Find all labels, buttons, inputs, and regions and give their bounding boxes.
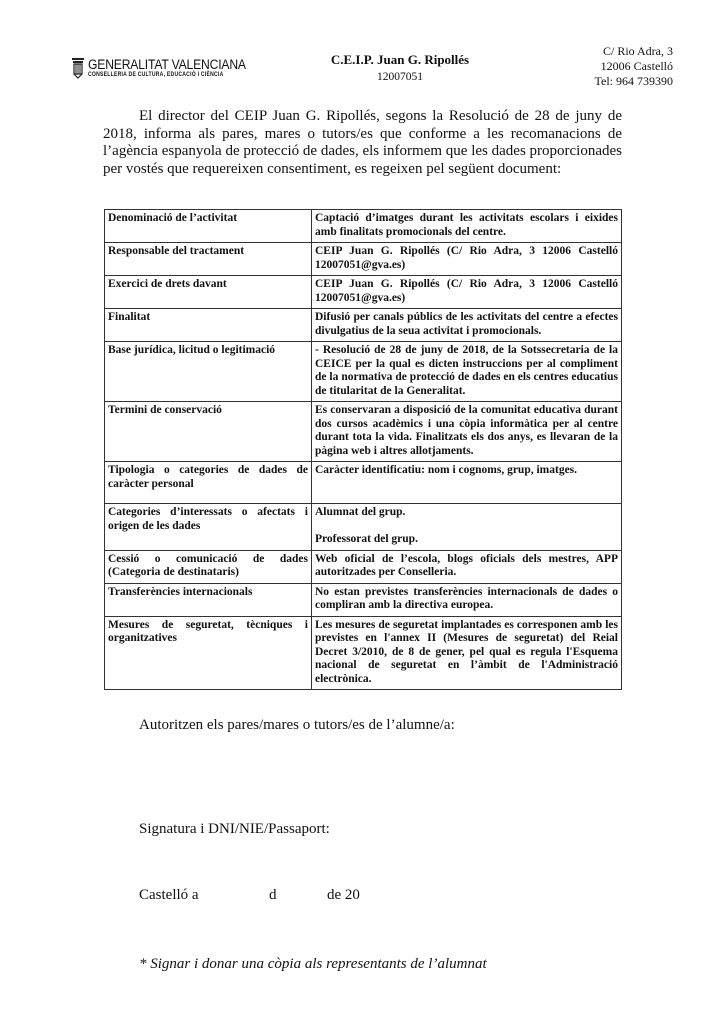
- table-row: [105, 583, 622, 616]
- row-label: Mesures de seguretat, tècniques i organitzatives: [105, 616, 312, 690]
- table-row: [105, 616, 622, 690]
- address-city: 12006 Castelló: [600, 59, 673, 73]
- row-value: Caràcter identificatiu: nom i cognoms, grup, imatges.: [312, 462, 622, 504]
- row-label: Exercici de drets davant: [105, 276, 312, 309]
- row-label: Denominació de l’activitat: [105, 210, 312, 243]
- row-value: Captació d’imatges durant les activitats escolars i eixides amb finalitats promocionals del centre.: [312, 210, 622, 243]
- logo-title: GENERALITAT VALENCIANA: [88, 57, 246, 72]
- row-value: CEIP Juan G. Ripollés (C/ Rio Adra, 3 12006 Castelló 12007051@gva.es): [312, 276, 622, 309]
- year-label: de 20: [327, 887, 360, 903]
- row-value: CEIP Juan G. Ripollés (C/ Rio Adra, 3 12006 Castelló 12007051@gva.es): [312, 243, 622, 276]
- row-value: Web oficial de l’escola, blogs oficials dels mestres, APP autoritzades per Conselleria.: [312, 550, 622, 583]
- day-separator: d: [269, 887, 277, 903]
- row-label: Cessió o comunicació de dades (Categoria de destinataris): [105, 550, 312, 583]
- address-phone: Tel: 964 739390: [594, 74, 673, 88]
- logo-subtitle: CONSELLERIA DE CULTURA, EDUCACIÓ I CIÈNCIA: [88, 71, 224, 78]
- coat-of-arms-icon: [71, 57, 85, 79]
- address-street: C/ Rio Adra, 3: [602, 44, 673, 58]
- table-row: [105, 276, 622, 309]
- table-row: [105, 309, 622, 342]
- row-label: Termini de conservació: [105, 402, 312, 462]
- place-date-label: Castelló a: [139, 887, 199, 903]
- table-row: [105, 243, 622, 276]
- row-value: No estan previstes transferències internacionals de dades o compliran amb la directiva europea.: [312, 583, 622, 616]
- generalitat-logo: [71, 57, 256, 81]
- school-name: C.E.I.P. Juan G. Ripollés: [330, 52, 470, 67]
- row-value: - Resolució de 28 de juny de 2018, de la Sotssecretaria de la CEICE per la qual es dicten instruccions per al compliment de la normativa de protecció de dades en els centres educatius de titularitat de la Generalitat.: [312, 342, 622, 402]
- table-row: [105, 342, 622, 402]
- table-row: [105, 210, 622, 243]
- row-value-line: Alumnat del grup.: [315, 506, 406, 518]
- row-label: Base jurídica, licitud o legitimació: [105, 342, 312, 402]
- table-row: [105, 402, 622, 462]
- intro-text: El director del CEIP Juan G. Ripollés, segons la Resolució de 28 de juny de 2018, informa als pares, mares o tutors/es que conforme a les recomanacions de l’agència espanyola de protecció de dades, els informem que les dades proporcionades per vostés que requereixen consentiment, es regeixen pel següent document:: [103, 108, 622, 178]
- table-row: [105, 550, 622, 583]
- row-value: Difusió per canals públics de les activitats del centre a efectes divulgatius de la seua activitat i promocionals.: [312, 309, 622, 342]
- footnote: * Signar i donar una còpia als representants de l’alumnat: [139, 956, 487, 972]
- row-label: Finalitat: [105, 309, 312, 342]
- row-value-line: Professorat del grup.: [315, 533, 418, 545]
- table-row: [105, 504, 622, 551]
- school-header: [300, 52, 500, 83]
- row-value: [312, 504, 622, 551]
- signature-line: Signatura i DNI/NIE/Passaport:: [139, 821, 330, 837]
- row-value: Es conservaran a disposició de la comunitat educativa durant dos cursos acadèmics i una còpia informàtica per al centre durant tota la vida. Finalitzats els dos anys, es llevaran de la pàgina web i altres allotjaments.: [312, 402, 622, 462]
- row-label: Transferències internacionals: [105, 583, 312, 616]
- row-value: Les mesures de seguretat implantades es corresponen amb les previstes en l'annex II (Mesures de seguretat) del Reial Decret 3/2010, de 8 de gener, pel qual es regula l'Esquema nacional de seguretat en l’àmbit de l'Administració electrònica.: [312, 616, 622, 690]
- school-address: [595, 44, 674, 89]
- data-protection-table: [104, 209, 622, 690]
- school-code: 12007051: [377, 71, 423, 83]
- intro-paragraph: [103, 108, 622, 179]
- table-row: [105, 462, 622, 504]
- row-label: Responsable del tractament: [105, 243, 312, 276]
- row-label: Tipologia o categories de dades de caràcter personal: [105, 462, 312, 504]
- row-label: Categories d’interessats o afectats i origen de les dades: [105, 504, 312, 551]
- authorization-line: Autoritzen els pares/mares o tutors/es de l’alumne/a:: [139, 717, 455, 733]
